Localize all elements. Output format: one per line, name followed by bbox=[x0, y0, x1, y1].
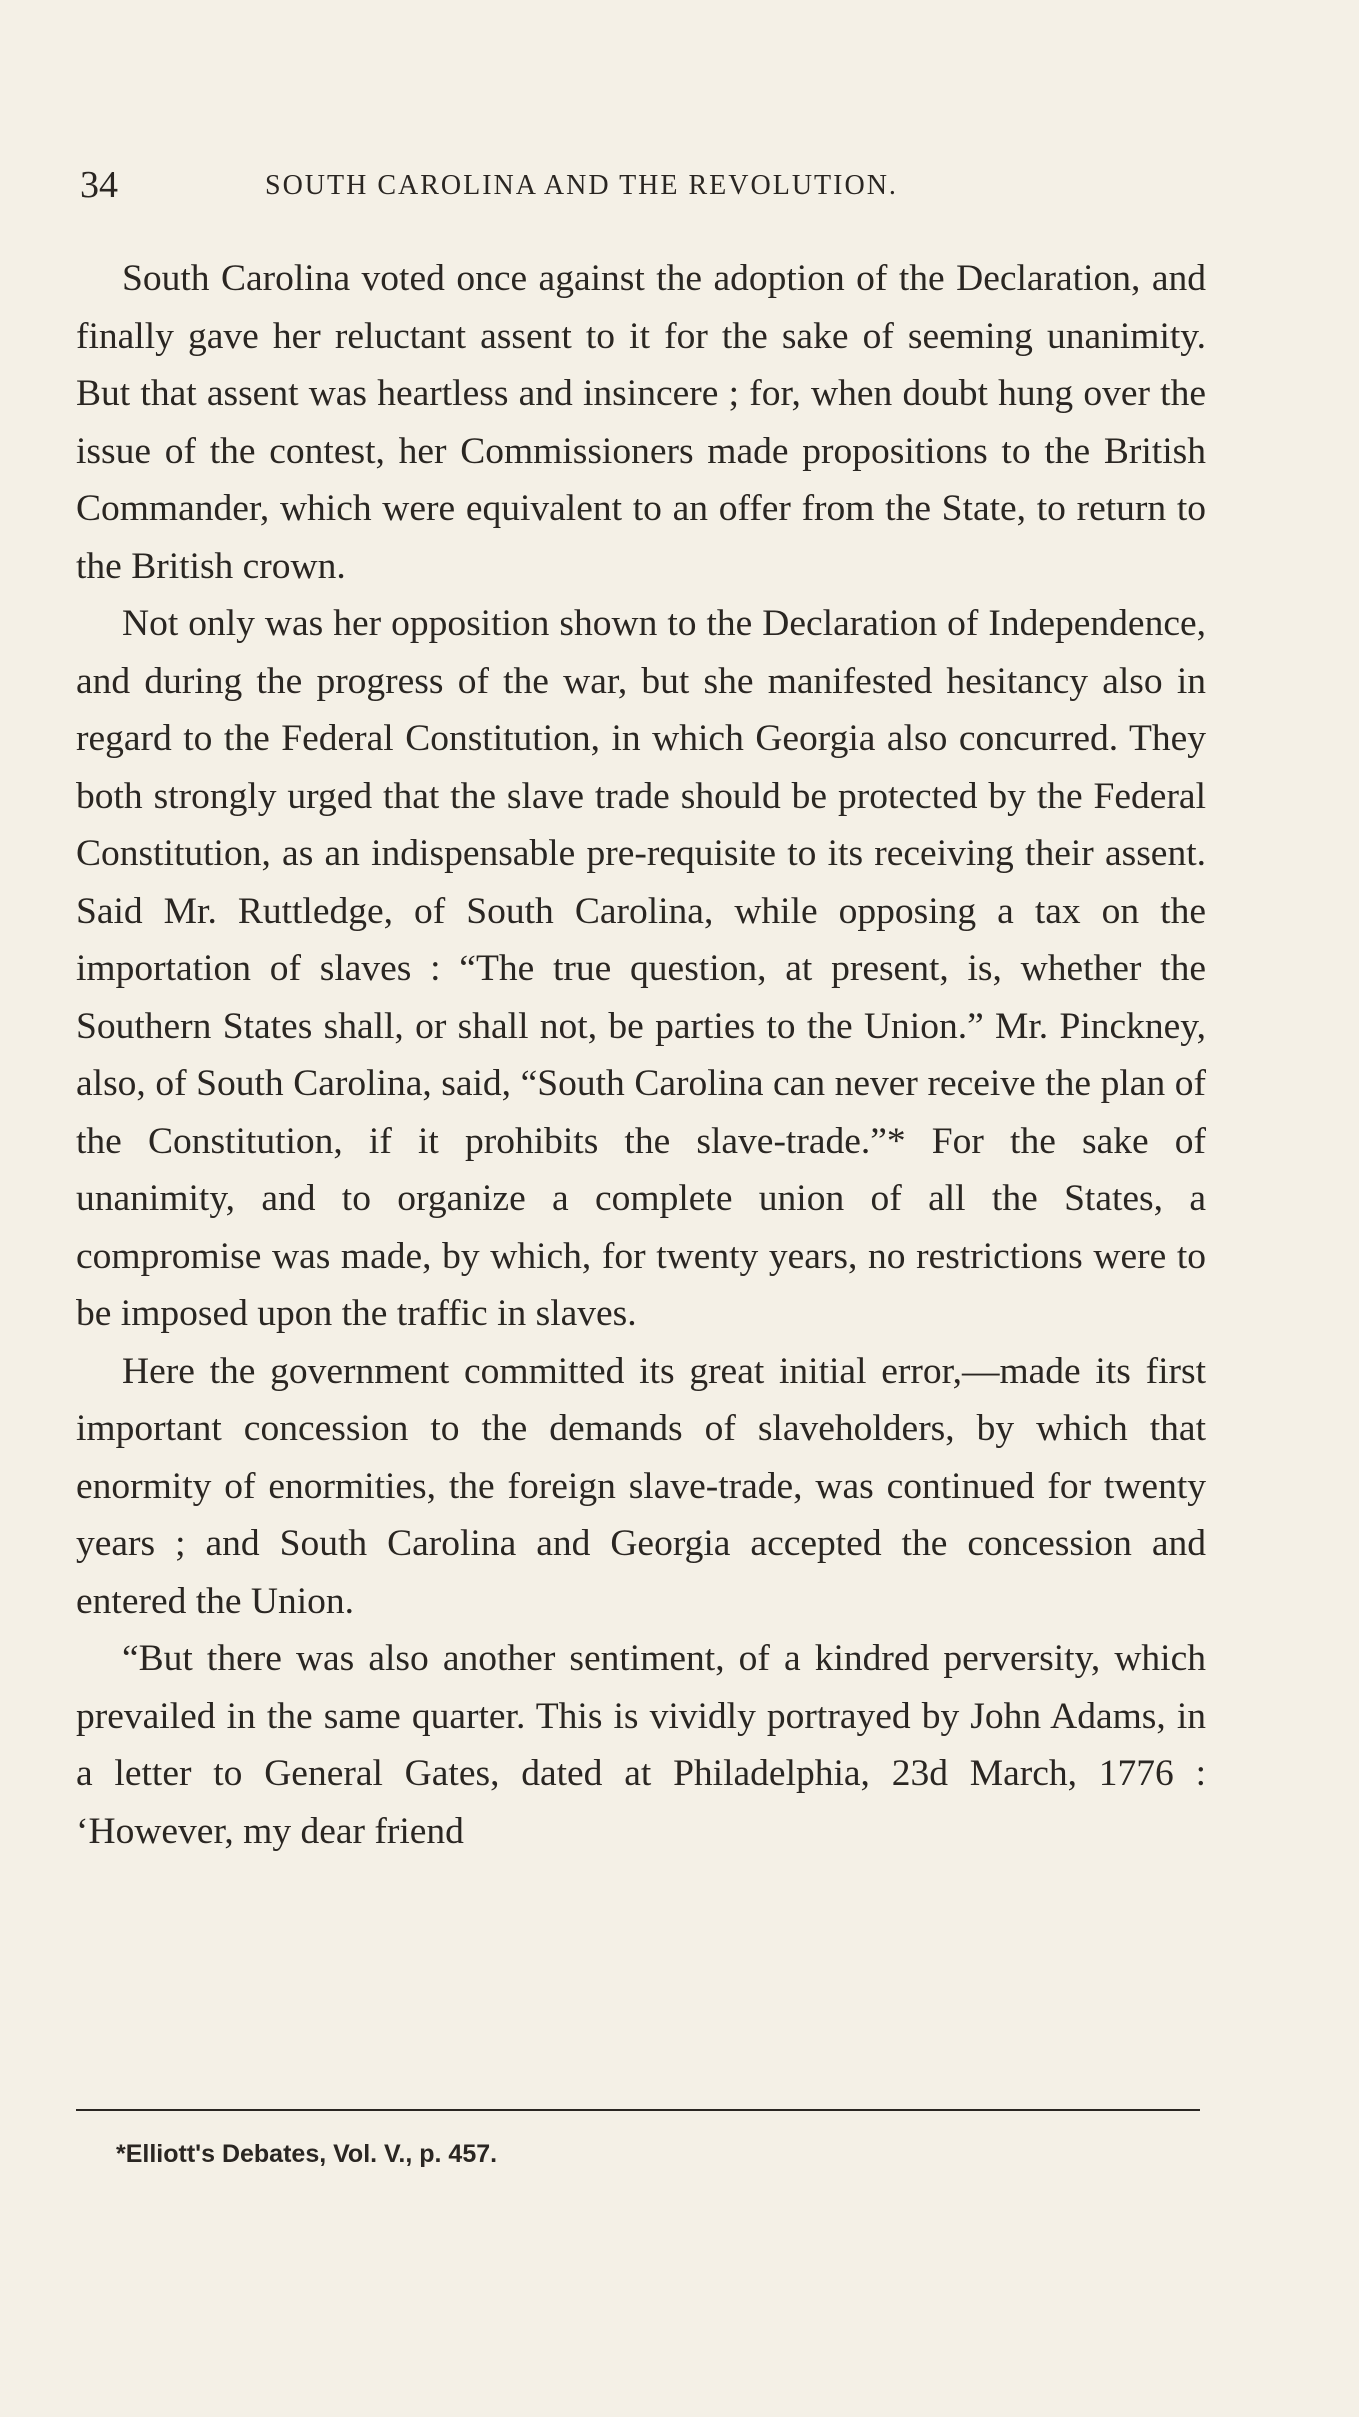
running-head bbox=[80, 160, 1200, 210]
footnote: *Elliott's Debates, Vol. V., p. 457. bbox=[116, 2140, 498, 2168]
page-number: 34 bbox=[80, 164, 118, 206]
paragraph-4: “But there was also another sentiment, of a kindred perversity, which prevailed in the same quarter. This is vividly portrayed by John Adams, in a letter to General Gates, dated at Philadelphia, 23d March, 1776 : ‘However, my dear friend bbox=[76, 1638, 1206, 1852]
footnote-divider bbox=[76, 2109, 1200, 2111]
running-title: SOUTH CAROLINA AND THE REVOLUTION. bbox=[265, 170, 898, 201]
paragraph-3: Here the government committed its great initial error,—made its first important concession to the demands of slaveholders, by which that enormity of enormities, the foreign slave-trade, was continued for twenty years ; and South Carolina and Georgia accepted the concession and entered the Union. bbox=[76, 1350, 1206, 1622]
body-text bbox=[76, 250, 1206, 1860]
paragraph-2: Not only was her opposition shown to the Declaration of Independence, and during the progress of the war, but she manifested hesitancy also in regard to the Federal Constitution, in which Georgia also concurred. They both strongly urged that the slave trade should be protected by the Federal Constitution, as an indispensable pre-requisite to its receiving their assent. Said Mr. Ruttledge, of South Carolina, while opposing a tax on the importation of slaves : “The true question, at present, is, whether the Southern States shall, or shall not, be parties to the Union.” Mr. Pinckney, also, of South Carolina, said, “South Carolina can never receive the plan of the Constitution, if it prohibits the slave-trade.”* For the sake of unanimity, and to organize a complete union of all the States, a compromise was made, by which, for twenty years, no restrictions were to be imposed upon the traffic in slaves. bbox=[76, 603, 1206, 1334]
paragraph-1: South Carolina voted once against the adoption of the Declaration, and finally gave her reluctant assent to it for the sake of seeming unanimity. But that assent was heartless and insincere ; for, when doubt hung over the issue of the contest, her Commissioners made propositions to the British Commander, which were equivalent to an offer from the State, to return to the British crown. bbox=[76, 258, 1206, 587]
